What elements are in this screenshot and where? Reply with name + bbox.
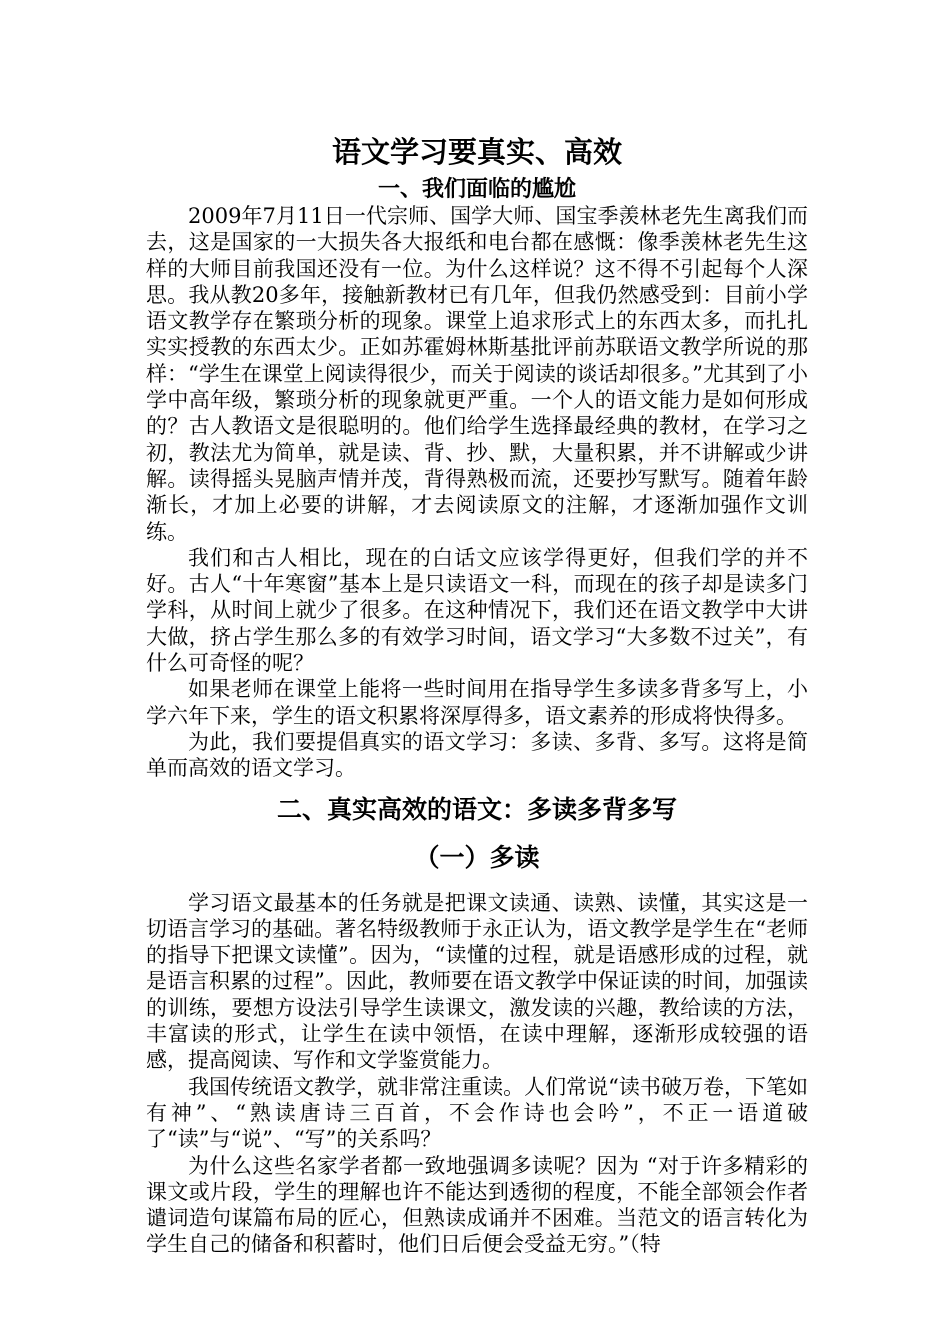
paragraph: 学习语文最基本的任务就是把课文读通、读熟、读懂，其实这是一切语言学习的基础。著名特级教师于永正认为，语文教学是学生在“老师的指导下把课文读懂”。因为，“读懂的过程，就是语感形成的过程，就是语言积累的过程”。因此，教师要在语文教学中保证读的时间，加强读的训练，要想方设法引导学生读课文，激发读的兴趣，教给读的方法，丰富读的形式，让学生在读中领悟，在读中理解，逐渐形成较强的语感，提高阅读、写作和文学鉴赏能力。	[146, 890, 808, 1073]
document-title: 语文学习要真实、高效	[331, 135, 622, 169]
document-body	[146, 128, 808, 1258]
paragraph: 我们和古人相比，现在的白话文应该学得更好，但我们学的并不好。古人“十年寒窗”基本上是只读语文一科，而现在的孩子却是读多门学科，从时间上就少了很多。在这种情况下，我们还在语文教学中大讲大做，挤占学生那么多的有效学习时间，语文学习“大多数不过关”，有什么可奇怪的呢？	[146, 545, 808, 676]
section-heading-2: 二、真实高效的语文：多读多背多写	[276, 794, 677, 824]
paragraph: 我国传统语文教学，就非常注重读。人们常说“读书破万卷，下笔如有神”、“熟读唐诗三百首，不会作诗也会吟”，不正一语道破了“读”与“说”、“写”的关系吗？	[146, 1074, 808, 1152]
paragraph: 为什么这些名家学者都一致地强调多读呢？因为 “对于许多精彩的课文或片段，学生的理解也许不能达到透彻的程度，不能全部领会作者谴词造句谋篇布局的匠心，但熟读成诵并不困难。当范文的语言转化为学生自己的储备和积蓄时，他们日后便会受益无穷。”（特	[146, 1153, 808, 1257]
paragraph: 如果老师在课堂上能将一些时间用在指导学生多读多背多写上，小学六年下来，学生的语文积累将深厚得多，语文素养的形成将快得多。	[146, 677, 808, 728]
section-heading-1: 一、我们面临的尴尬	[377, 176, 576, 202]
paragraph: 2009年7月11日一代宗师、国学大师、国宝季羡林老先生离我们而去，这是国家的一大损失各大报纸和电台都在感慨：像季羡林老先生这样的大师目前我国还没有一位。为什么这样说？这不得不引起每个人深思。我从教20多年，接触新教材已有几年，但我仍然感受到：目前小学语文教学存在繁琐分析的现象。课堂上追求形式上的东西太多，而扎扎实实授教的东西太少。正如苏霍姆林斯基批评前苏联语文教学所说的那样：“学生在课堂上阅读得很少，而关于阅读的谈话却很多。”尤其到了小学中高年级，繁琐分析的现象就更严重。一个人的语文能力是如何形成的？古人教语文是很聪明的。他们给学生选择最经典的教材，在学习之初，教法尤为简单，就是读、背、抄、默，大量积累，并不讲解或少讲解。读得摇头晃脑声情并茂，背得熟极而流，还要抄写默写。随着年龄渐长，才加上必要的讲解，才去阅读原文的注解，才逐渐加强作文训练。	[146, 204, 808, 544]
paragraph: 为此，我们要提倡真实的语文学习：多读、多背、多写。这将是简单而高效的语文学习。	[146, 729, 808, 781]
subsection-heading-1: （一）多读	[414, 842, 540, 872]
